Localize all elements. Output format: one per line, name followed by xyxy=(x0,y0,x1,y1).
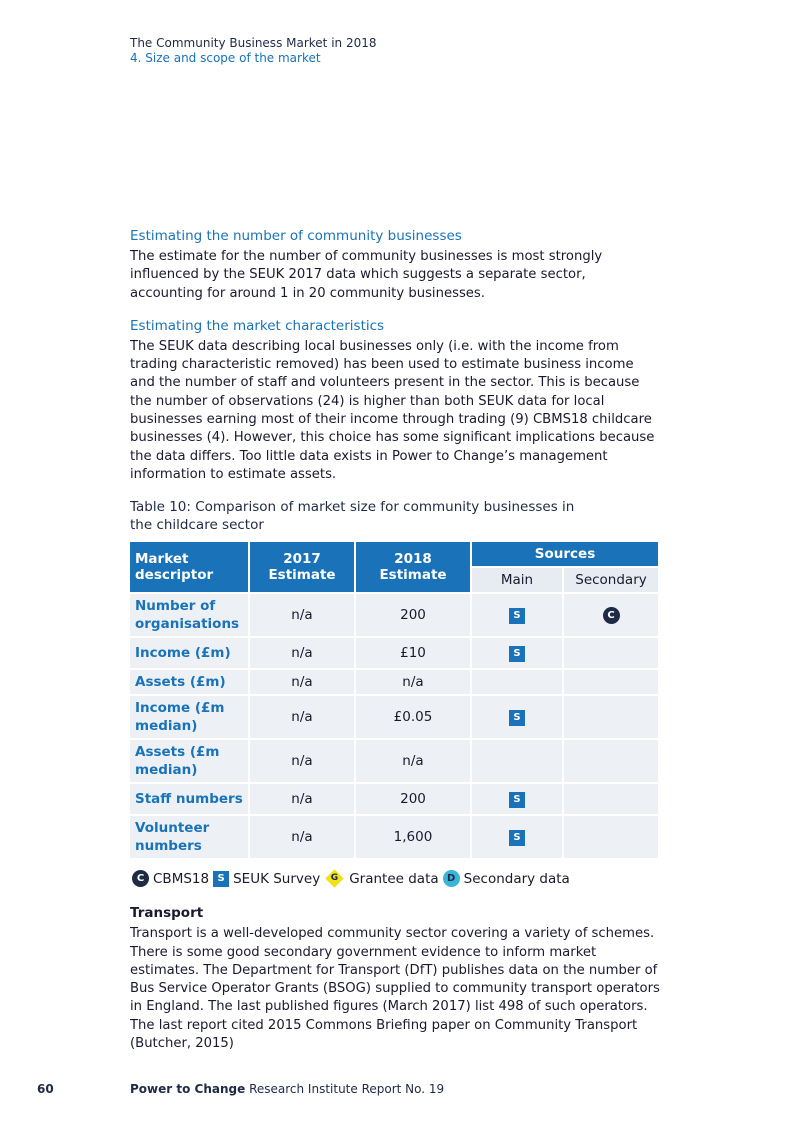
cell-2018: £10 xyxy=(356,638,470,668)
header-sources: Sources xyxy=(472,542,658,566)
row-label: Assets (£m) xyxy=(130,670,248,694)
grantee-data-icon: G xyxy=(325,870,343,888)
footer-brand xyxy=(130,1082,444,1096)
transport-body: Transport is a well-developed community sector covering a variety of schemes. There is some good secondary government evidence to inform market estimates. The Department for Transport (DfT) publishes data on the number of Bus Service Operator Grants (BSOG) supplied to community transport operators in England. The last published figures (March 2017) list 498 of such operators. The last report cited 2015 Commons Briefing paper on Community Transport (Butcher, 2015) xyxy=(130,926,660,1052)
row-label: Income (£m) xyxy=(130,638,248,668)
legend-item-grantee xyxy=(324,871,438,887)
header-2017-estimate: 2017 Estimate xyxy=(250,542,354,592)
cell-secondary xyxy=(564,784,658,814)
legend-item-cbms18 xyxy=(132,870,209,887)
table-row xyxy=(130,740,658,782)
section-heading-number: Estimating the number of community businesses xyxy=(130,228,462,244)
section-title: 4. Size and scope of the market xyxy=(130,51,321,65)
legend-item-seuk xyxy=(213,871,320,887)
page-number: 60 xyxy=(37,1082,54,1096)
section-body-number: The estimate for the number of community businesses is most strongly influenced by the SEUK 2017 data which suggests a separate sector, accounting for around 1 in 20 community businesses. xyxy=(130,249,603,301)
cell-2018: n/a xyxy=(356,740,470,782)
table-row xyxy=(130,638,658,668)
brand-name: Power to Change xyxy=(130,1082,246,1096)
seuk-survey-icon: S xyxy=(509,646,525,662)
cell-2017: n/a xyxy=(250,740,354,782)
cell-2018: 1,600 xyxy=(356,816,470,858)
cell-2017: n/a xyxy=(250,696,354,738)
transport-heading: Transport xyxy=(130,905,204,922)
cell-2018: n/a xyxy=(356,670,470,694)
table-row xyxy=(130,784,658,814)
cell-secondary xyxy=(564,638,658,668)
cell-2018: 200 xyxy=(356,594,470,636)
cell-2018: 200 xyxy=(356,784,470,814)
cell-2018: £0.05 xyxy=(356,696,470,738)
table-row xyxy=(130,594,658,636)
cell-secondary xyxy=(564,670,658,694)
cell-secondary xyxy=(564,594,658,636)
header-secondary: Secondary xyxy=(564,568,658,592)
cell-secondary xyxy=(564,816,658,858)
cbms18-icon: C xyxy=(132,870,149,887)
cell-2017: n/a xyxy=(250,594,354,636)
seuk-survey-icon: S xyxy=(509,710,525,726)
table-caption: Table 10: Comparison of market size for community businesses in the childcare sector xyxy=(130,499,575,534)
cell-main xyxy=(472,594,562,636)
cell-main xyxy=(472,670,562,694)
report-name: Research Institute Report No. 19 xyxy=(249,1082,445,1096)
cell-main xyxy=(472,696,562,738)
row-label: Number of organisations xyxy=(130,594,248,636)
header-2018-estimate: 2018 Estimate xyxy=(356,542,470,592)
row-label: Staff numbers xyxy=(130,784,248,814)
table-row xyxy=(130,696,658,738)
seuk-survey-icon: S xyxy=(213,871,229,887)
cell-main xyxy=(472,638,562,668)
cell-2017: n/a xyxy=(250,816,354,858)
table-row xyxy=(130,670,658,694)
main-content xyxy=(130,227,660,1067)
cell-main xyxy=(472,784,562,814)
header-market-descriptor: Market descriptor xyxy=(130,542,248,592)
cell-main xyxy=(472,816,562,858)
legend-label: Grantee data xyxy=(349,870,439,887)
cell-2017: n/a xyxy=(250,784,354,814)
report-title: The Community Business Market in 2018 xyxy=(130,36,377,50)
cell-secondary xyxy=(564,740,658,782)
seuk-survey-icon: S xyxy=(509,792,525,808)
seuk-survey-icon: S xyxy=(509,830,525,846)
row-label: Volunteer numbers xyxy=(130,816,248,858)
legend-label: CBMS18 xyxy=(153,870,210,887)
running-head xyxy=(130,36,377,66)
legend-label: Secondary data xyxy=(463,870,570,887)
row-label: Assets (£m median) xyxy=(130,740,248,782)
cell-2017: n/a xyxy=(250,670,354,694)
seuk-survey-icon: S xyxy=(509,608,525,624)
section-body-characteristics: The SEUK data describing local businesses only (i.e. with the income from trading characteristic removed) has been used to estimate business income and the number of staff and volunteers present in the sector. This is because the number of observations (24) is higher than both SEUK data for local businesses earning most of their income through trading (9) CBMS18 childcare businesses (4). However, this choice has some significant implications because the data differs. Too little data exists in Power to Change’s management information to estimate assets. xyxy=(130,338,655,482)
table-row xyxy=(130,816,658,858)
sources-legend xyxy=(132,870,660,887)
cell-2017: n/a xyxy=(250,638,354,668)
legend-item-secondary xyxy=(443,870,570,887)
comparison-table xyxy=(128,540,660,860)
secondary-data-icon: D xyxy=(443,870,460,887)
cbms18-icon: C xyxy=(603,607,620,624)
cell-main xyxy=(472,740,562,782)
legend-label: SEUK Survey xyxy=(233,870,321,887)
cell-secondary xyxy=(564,696,658,738)
section-heading-characteristics: Estimating the market characteristics xyxy=(130,317,385,334)
row-label: Income (£m median) xyxy=(130,696,248,738)
header-main: Main xyxy=(472,568,562,592)
